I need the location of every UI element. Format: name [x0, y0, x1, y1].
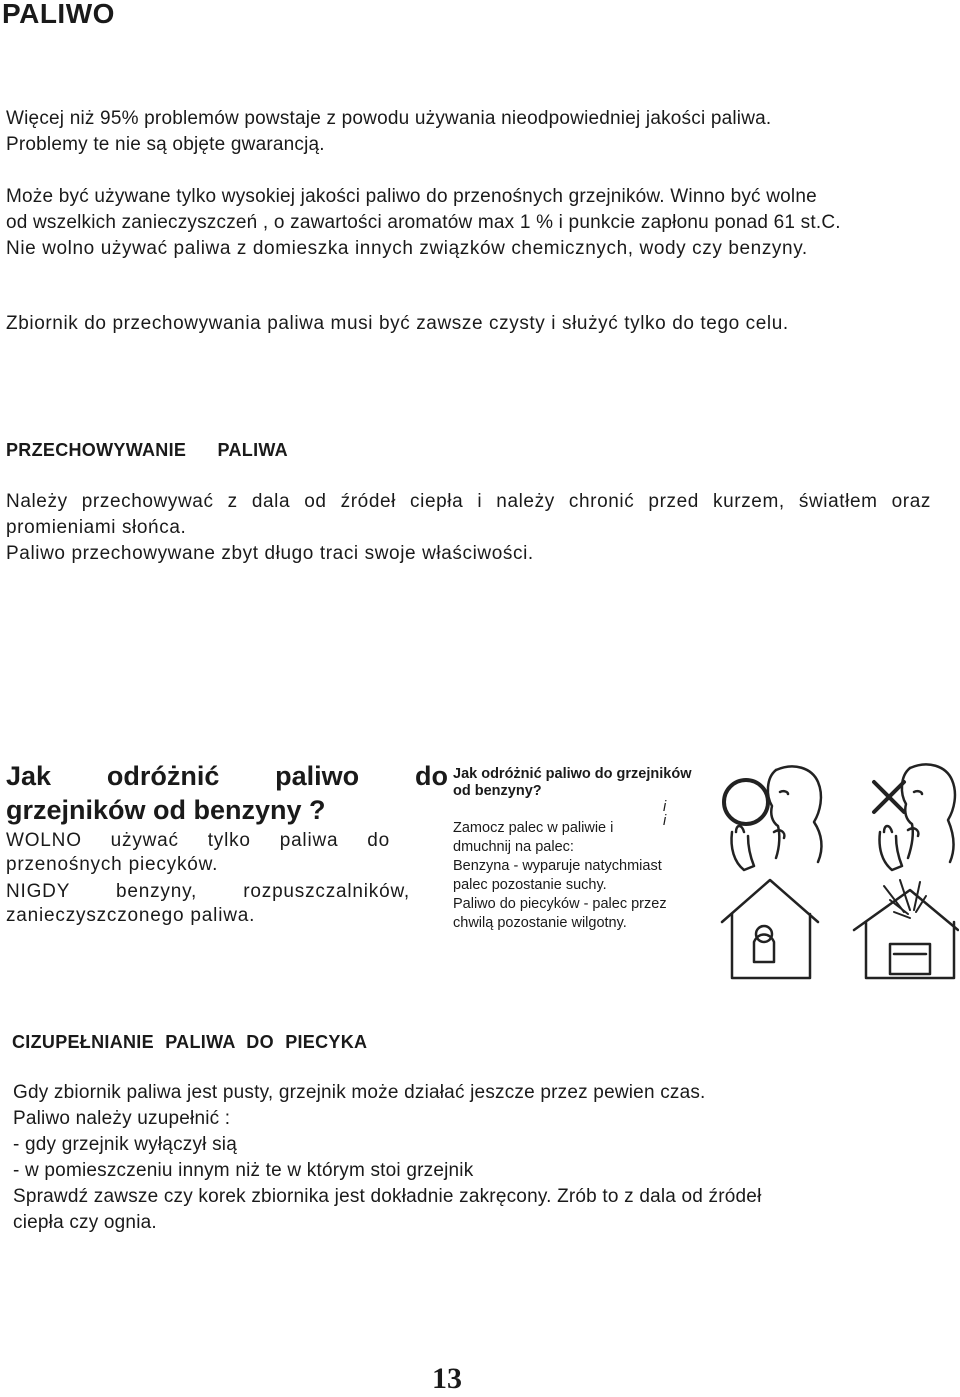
storage-heading-part: PALIWA [217, 440, 288, 460]
distinguish-heading-line-1 [6, 759, 448, 793]
storage-line: Paliwo przechowywane zbyt długo traci swoje właściwości. [6, 543, 534, 564]
box-line: Paliwo do piecyków - palec przez [453, 896, 667, 912]
storage-heading-part: PRZECHOWYWANIE [6, 440, 187, 460]
refill-line: Gdy zbiornik paliwa jest pusty, grzejnik może działać jeszcze przez pewien czas. [13, 1082, 706, 1103]
intro-paragraph-3: Zbiornik do przechowywania paliwa musi być zawsze czysty i służyć tylko do tego celu. [6, 313, 789, 334]
face-left-icon [768, 766, 822, 862]
intro-line: Problemy te nie są objęte gwarancją. [6, 134, 325, 155]
distinguish-rules-2 [6, 880, 410, 928]
fuel-test-illustration [714, 762, 959, 982]
page-number: 13 [432, 1362, 462, 1395]
finger-left-icon [732, 826, 755, 870]
box-title-line: od benzyny? [453, 783, 542, 799]
box-instructions [453, 819, 718, 933]
page-title: PALIWO [2, 0, 115, 29]
circle-mark-icon [724, 780, 768, 824]
refill-text [13, 1080, 943, 1236]
box-line: chwilą pozostanie wilgotny. [453, 915, 627, 931]
refill-heading: CIZUPEŁNIANIE PALIWA DO PIECYKA [12, 1032, 368, 1052]
storage-line: Należy przechowywać z dala od źródeł ciepła i należy chronić przed kurzem, światłem oraz [6, 491, 931, 512]
rule-line: WOLNO używać tylko paliwa do [6, 830, 390, 851]
refill-line: - w pomieszczeniu innym niż te w którym stoi grzejnik [13, 1160, 474, 1181]
intro-line: Więcej niż 95% problemów powstaje z powodu używania nieodpowiedniej jakości paliwa. [6, 108, 772, 129]
box-mark: i [663, 813, 667, 829]
box-line: palec pozostanie suchy. [453, 877, 607, 893]
box-line: Benzyna - wyparuje natychmiast [453, 858, 662, 874]
refill-line: - gdy grzejnik wyłączył sią [13, 1134, 237, 1155]
storage-heading [6, 440, 288, 461]
intro-paragraph-1 [6, 106, 946, 158]
heading-word: do [414, 761, 448, 791]
box-title-line: Jak odróżnić paliwo do grzejników [453, 766, 692, 782]
rule-line: zanieczyszczonego paliwa. [6, 905, 256, 926]
intro-line: Może być używane tylko wysokiej jakości paliwo do przenośnych grzejników. Winno być wolne [6, 186, 817, 207]
stove-house-icon [854, 890, 958, 978]
heading-word: odróżnić [106, 761, 220, 791]
heading-word: paliwo [275, 761, 360, 791]
intro-line: Nie wolno używać paliwa z domieszka innych związków chemicznych, wody czy benzyny. [6, 238, 808, 259]
house-icon [722, 880, 818, 978]
rule-line: przenośnych piecyków. [6, 854, 219, 875]
refill-line: Paliwo należy uzupełnić : [13, 1108, 231, 1129]
finger-right-icon [880, 826, 903, 870]
storage-line: promieniami słońca. [6, 517, 187, 538]
refill-line: ciepła czy ognia. [13, 1212, 157, 1233]
heading-word: Jak [6, 761, 52, 791]
intro-line: od wszelkich zanieczyszczeń , o zawartości aromatów max 1 % i punkcie zapłonu ponad 61 st.C. [6, 212, 841, 233]
distinguish-heading-line-2: grzejników od benzyny ? [6, 795, 326, 825]
box-mark: i [663, 799, 667, 815]
distinguish-rules [6, 829, 390, 877]
rule-line: NIGDY benzyny, rozpuszczalników, [6, 881, 410, 902]
box-line: dmuchnij na palec: [453, 839, 574, 855]
box-title [453, 766, 733, 800]
cross-mark-icon [874, 782, 904, 812]
intro-paragraph-2 [6, 184, 956, 262]
face-right-icon [902, 764, 955, 862]
refill-line: Sprawdź zawsze czy korek zbiornika jest dokładnie zakręcony. Zrób to z dala od źródeł [13, 1186, 762, 1207]
box-line: Zamocz palec w paliwie i [453, 820, 614, 836]
storage-text [6, 489, 931, 567]
